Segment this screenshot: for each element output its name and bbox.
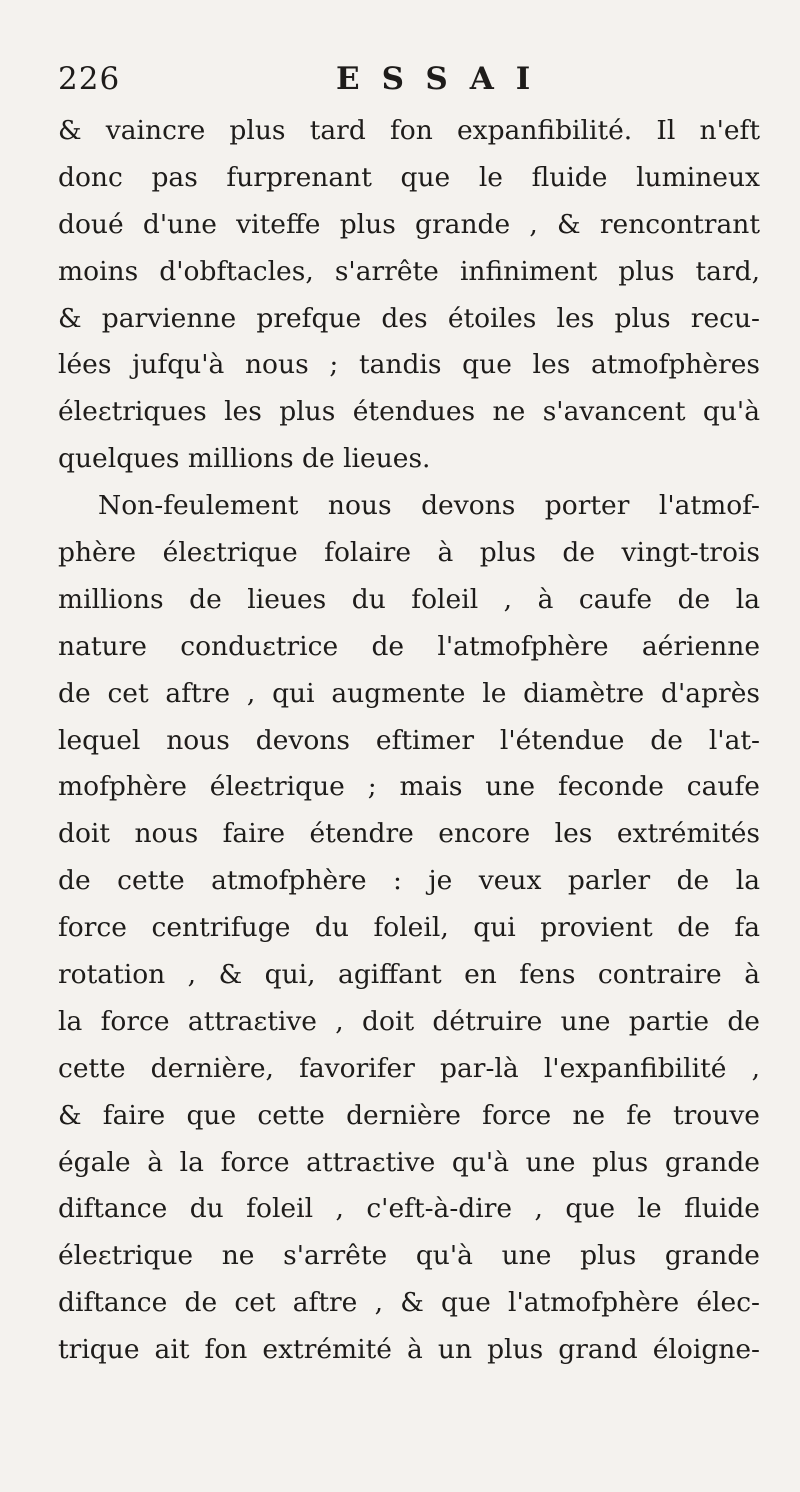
- text-line: de cette atmofphère : je veux parler de la: [58, 865, 760, 897]
- text-line: diftance du foleil , c'eft-à-dire , que le fluide: [58, 1193, 760, 1225]
- text-line: & parvienne prefque des étoiles les plus recu-: [58, 302, 760, 334]
- text-line: rotation , & qui, agiffant en fens contraire à: [58, 959, 760, 991]
- text-line: Non-feulement nous devons porter l'atmof-: [98, 490, 760, 522]
- text-line: donc pas furprenant que le fluide lumineux: [58, 161, 760, 193]
- text-line: quelques millions de lieues.: [58, 443, 431, 475]
- text-line: de cet aftre , qui augmente le diamètre d'après: [58, 677, 760, 709]
- text-line: trique ait fon extrémité à un plus grand éloigne-: [58, 1334, 760, 1366]
- page-number: 226: [58, 61, 121, 97]
- text-line: & faire que cette dernière force ne fe trouve: [58, 1099, 760, 1131]
- text-line: lequel nous devons eftimer l'étendue de l'at-: [58, 724, 760, 756]
- text-line: & vaincre plus tard fon expanfibilité. Il n'eft: [58, 115, 760, 146]
- text-line: doué d'une viteffe plus grande , & rencontrant: [58, 208, 760, 240]
- text-line: mofphère éleɛtrique ; mais une feconde caufe: [58, 771, 760, 803]
- text-line: phère éleɛtrique folaire à plus de vingt-trois: [58, 537, 760, 569]
- text-line: cette dernière, favorifer par-là l'expanfibilité ,: [58, 1052, 760, 1084]
- text-line: nature conduɛtrice de l'atmofphère aérienne: [58, 630, 760, 662]
- running-title: ESSAI: [336, 61, 553, 97]
- text-line: moins d'obftacles, s'arrête infiniment plus tard,: [58, 255, 760, 287]
- text-line: éleɛtrique ne s'arrête qu'à une plus grande: [58, 1240, 760, 1272]
- running-head: [58, 54, 658, 104]
- text-line: éleɛtriques les plus étendues ne s'avancent qu'à: [58, 396, 760, 428]
- text-line: millions de lieues du foleil , à caufe de la: [58, 583, 760, 615]
- text-line: diftance de cet aftre , & que l'atmofphère élec-: [58, 1287, 760, 1319]
- text-line: égale à la force attraɛtive qu'à une plus grande: [58, 1146, 760, 1178]
- text-line: la force attraɛtive , doit détruire une partie de: [58, 1005, 760, 1037]
- body-text: [58, 108, 760, 1374]
- text-line: force centrifuge du foleil, qui provient de fa: [58, 912, 760, 944]
- text-line: doit nous faire étendre encore les extrémités: [58, 818, 760, 850]
- text-line: lées jufqu'à nous ; tandis que les atmofphères: [58, 349, 760, 381]
